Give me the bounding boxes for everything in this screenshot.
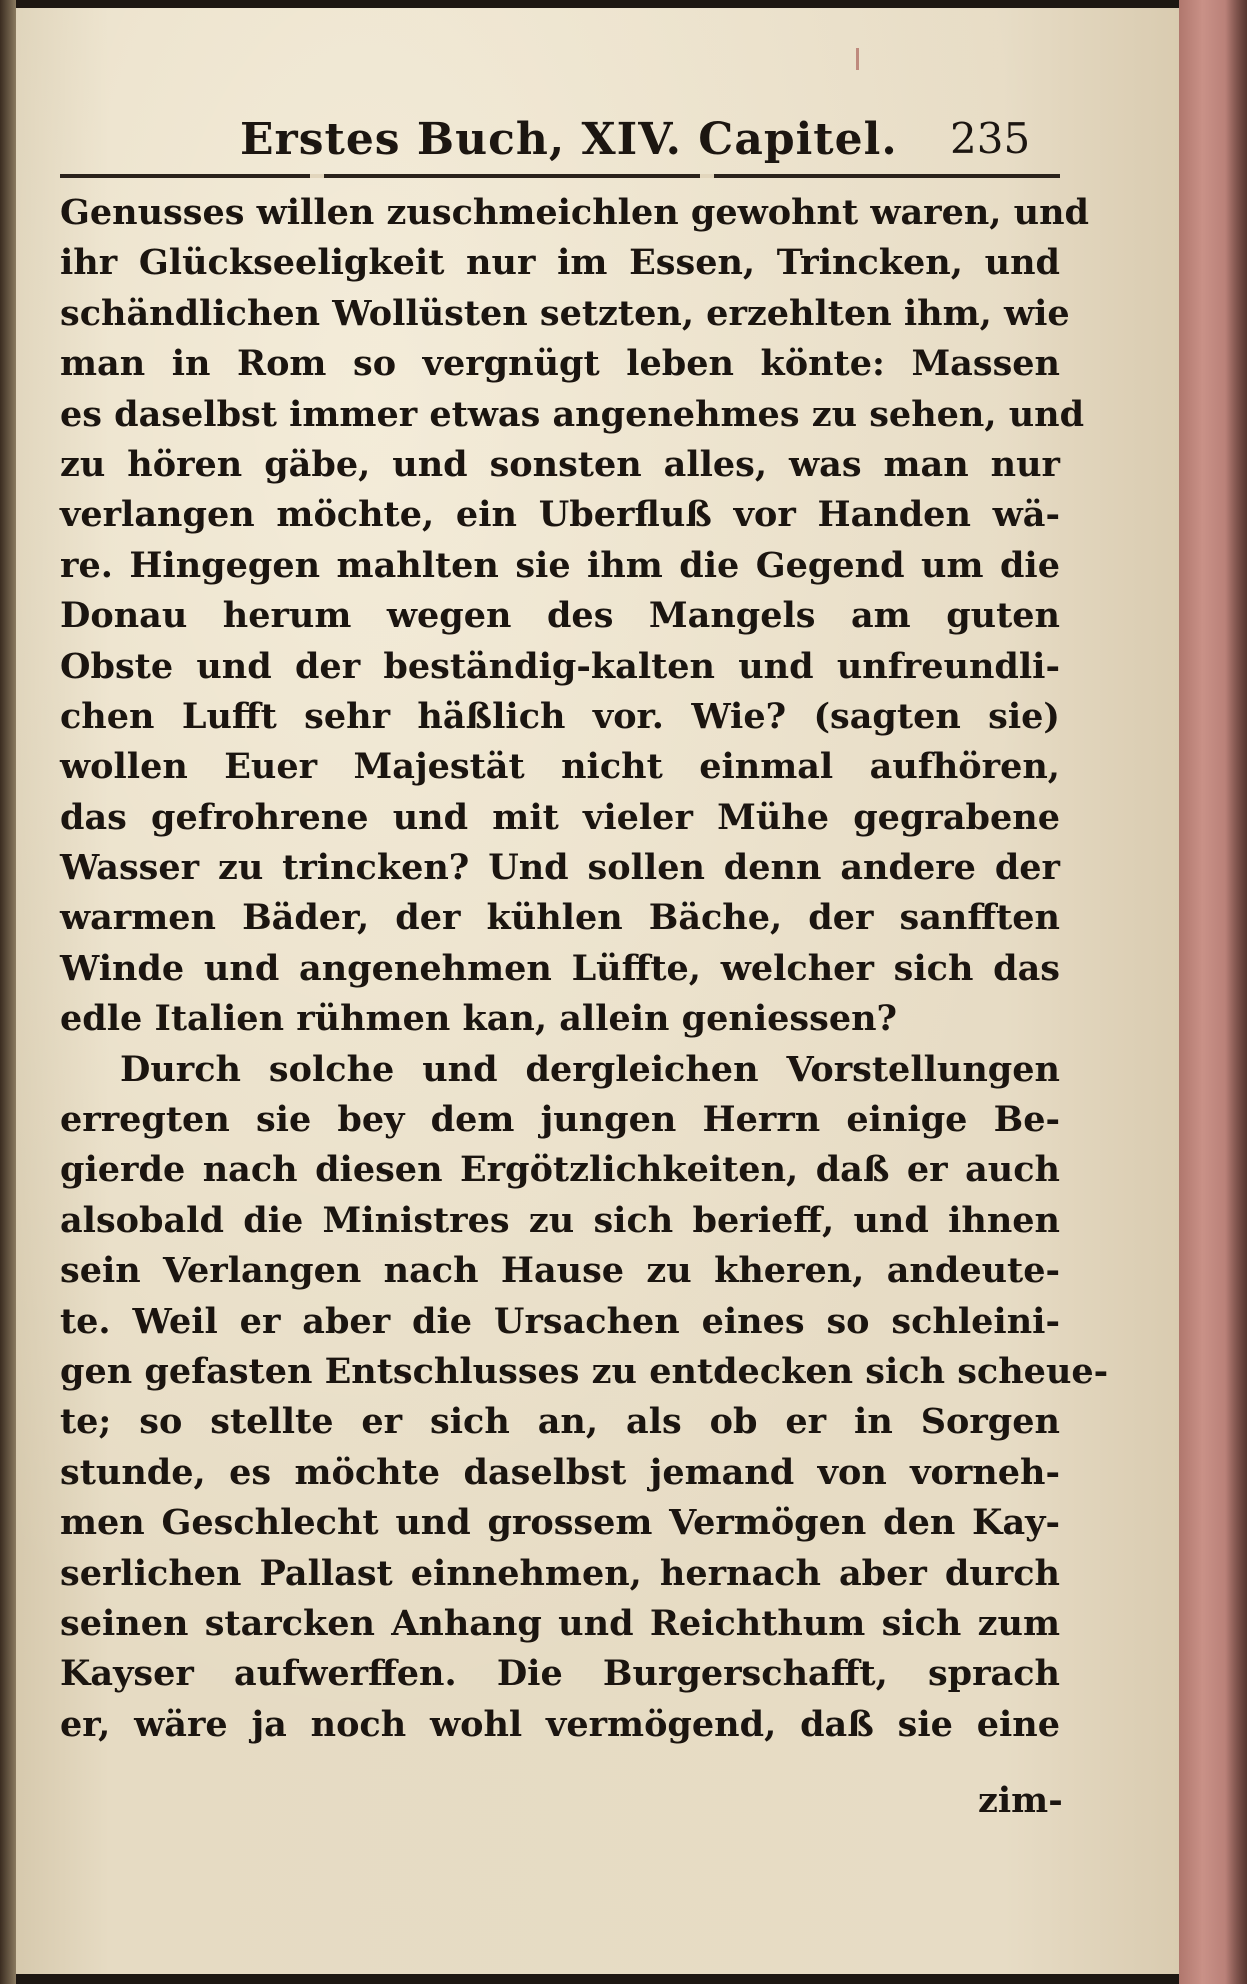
page-edge-red (1179, 0, 1247, 1984)
text-line: man in Rom so vergnügt leben könte: Massen (60, 343, 1060, 385)
text-line: serlichen Pallast einnehmen, hernach aber durch (60, 1552, 1060, 1594)
text-line: sein Verlangen nach Hause zu kheren, andeute- (60, 1250, 1060, 1292)
text-line: Wasser zu trincken? Und sollen denn andere der (60, 847, 1060, 889)
text-line: zu hören gäbe, und sonsten alles, was man nur (60, 443, 1060, 485)
text-line: Obste und der beständig-kalten und unfreundli- (60, 645, 1060, 687)
head-rule (60, 174, 1060, 178)
text-line: te. Weil er aber die Ursachen eines so schleini- (60, 1300, 1060, 1342)
running-head (60, 108, 1060, 184)
text-line: Winde und angenehmen Lüffte, welcher sich das (60, 947, 1060, 989)
text-line: ihr Glückseeligkeit nur im Essen, Trincken, und (60, 242, 1060, 284)
paragraph-first-line: Durch solche und dergleichen Vorstellungen (120, 1048, 1060, 1090)
page-mark (856, 48, 859, 70)
catchword: zim- (978, 1780, 1063, 1821)
text-line: Genusses willen zuschmeichlen gewohnt waren, und (60, 192, 1090, 233)
text-line: alsobald die Ministres zu sich berieff, und ihnen (60, 1199, 1060, 1241)
text-line: men Geschlecht und grossem Vermögen den Kay- (60, 1502, 1060, 1544)
text-line: Donau herum wegen des Mangels am guten (60, 595, 1060, 637)
book-page (16, 8, 1179, 1974)
text-line: er, wäre ja noch wohl vermögend, daß sie eine (60, 1703, 1060, 1745)
text-line: es daselbst immer etwas angenehmes zu sehen, und (60, 393, 1085, 435)
text-block (60, 188, 1109, 1750)
text-line: edle Italien rühmen kan, allein geniessen? (60, 998, 898, 1040)
text-line: te; so stellte er sich an, als ob er in Sorgen (60, 1401, 1060, 1443)
text-line: das gefrohrene und mit vieler Mühe gegrabene (60, 796, 1060, 838)
text-line: seinen starcken Anhang und Reichthum sich zum (60, 1602, 1060, 1644)
text-line: schändlichen Wollüsten setzten, erzehlten ihm, wie (60, 292, 1070, 334)
left-page-edge (0, 0, 16, 1984)
text-line: wollen Euer Majestät nicht einmal aufhören, (60, 746, 1060, 788)
text-line: verlangen möchte, ein Uberfluß vor Handen wä- (60, 494, 1060, 536)
text-line: erregten sie bey dem jungen Herrn einige Be- (60, 1099, 1060, 1141)
text-line: Kayser aufwerffen. Die Burgerschafft, sprach (60, 1653, 1060, 1695)
text-line: gierde nach diesen Ergötzlichkeiten, daß er auch (60, 1149, 1060, 1191)
text-line: gen gefasten Entschlusses zu entdecken sich scheue- (60, 1350, 1109, 1392)
text-line: stunde, es möchte daselbst jemand von vorneh- (60, 1451, 1060, 1493)
text-line: warmen Bäder, der kühlen Bäche, der sanfften (60, 897, 1060, 939)
text-line: re. Hingegen mahlten sie ihm die Gegend um die (60, 544, 1060, 586)
running-title: Erstes Buch, XIV. Capitel. (240, 114, 898, 165)
text-line: chen Lufft sehr häßlich vor. Wie? (sagten sie) (60, 695, 1060, 737)
page-number: 235 (950, 114, 1031, 163)
